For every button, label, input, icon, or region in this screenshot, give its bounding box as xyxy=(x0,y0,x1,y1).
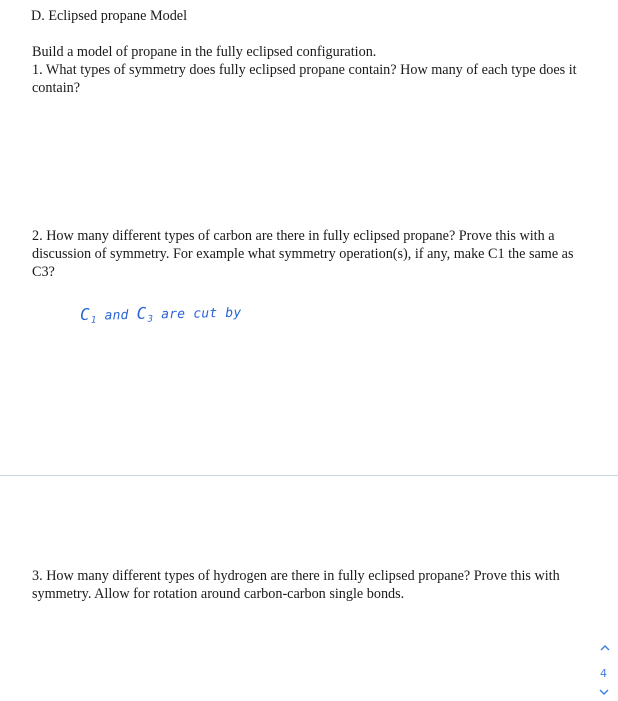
intro-instruction: Build a model of propane in the fully eclipsed configuration. xyxy=(32,44,377,60)
handwritten-c1-subscript: 1 xyxy=(90,315,97,326)
handwritten-c3-letter: C xyxy=(136,303,147,323)
handwritten-c1-letter: C xyxy=(79,304,91,324)
chevron-up-icon[interactable] xyxy=(600,638,610,648)
question-1: 1. What types of symmetry does fully eclipsed propane contain? How many of each type does it contain? xyxy=(32,62,577,96)
question-2: 2. How many different types of carbon are there in fully eclipsed propane? Prove this with a discussion of symmetry. For example what symmetry operation(s), if any, make C1 the same as C3? xyxy=(32,228,574,280)
handwritten-and: and xyxy=(104,307,129,324)
handwritten-rest: are cut by xyxy=(160,305,242,323)
page-navigator xyxy=(592,632,618,700)
question-3: 3. How many different types of hydrogen are there in fully eclipsed propane? Prove this with symmetry. Allow for rotation around carbon-carbon single bonds. xyxy=(32,568,560,602)
handwritten-answer xyxy=(80,302,242,324)
handwritten-c3-subscript: 3 xyxy=(147,314,154,325)
page-number: 4 xyxy=(600,667,607,680)
page-divider xyxy=(0,475,618,476)
section-heading: D. Eclipsed propane Model xyxy=(31,8,188,24)
chevron-down-icon[interactable] xyxy=(599,682,609,692)
